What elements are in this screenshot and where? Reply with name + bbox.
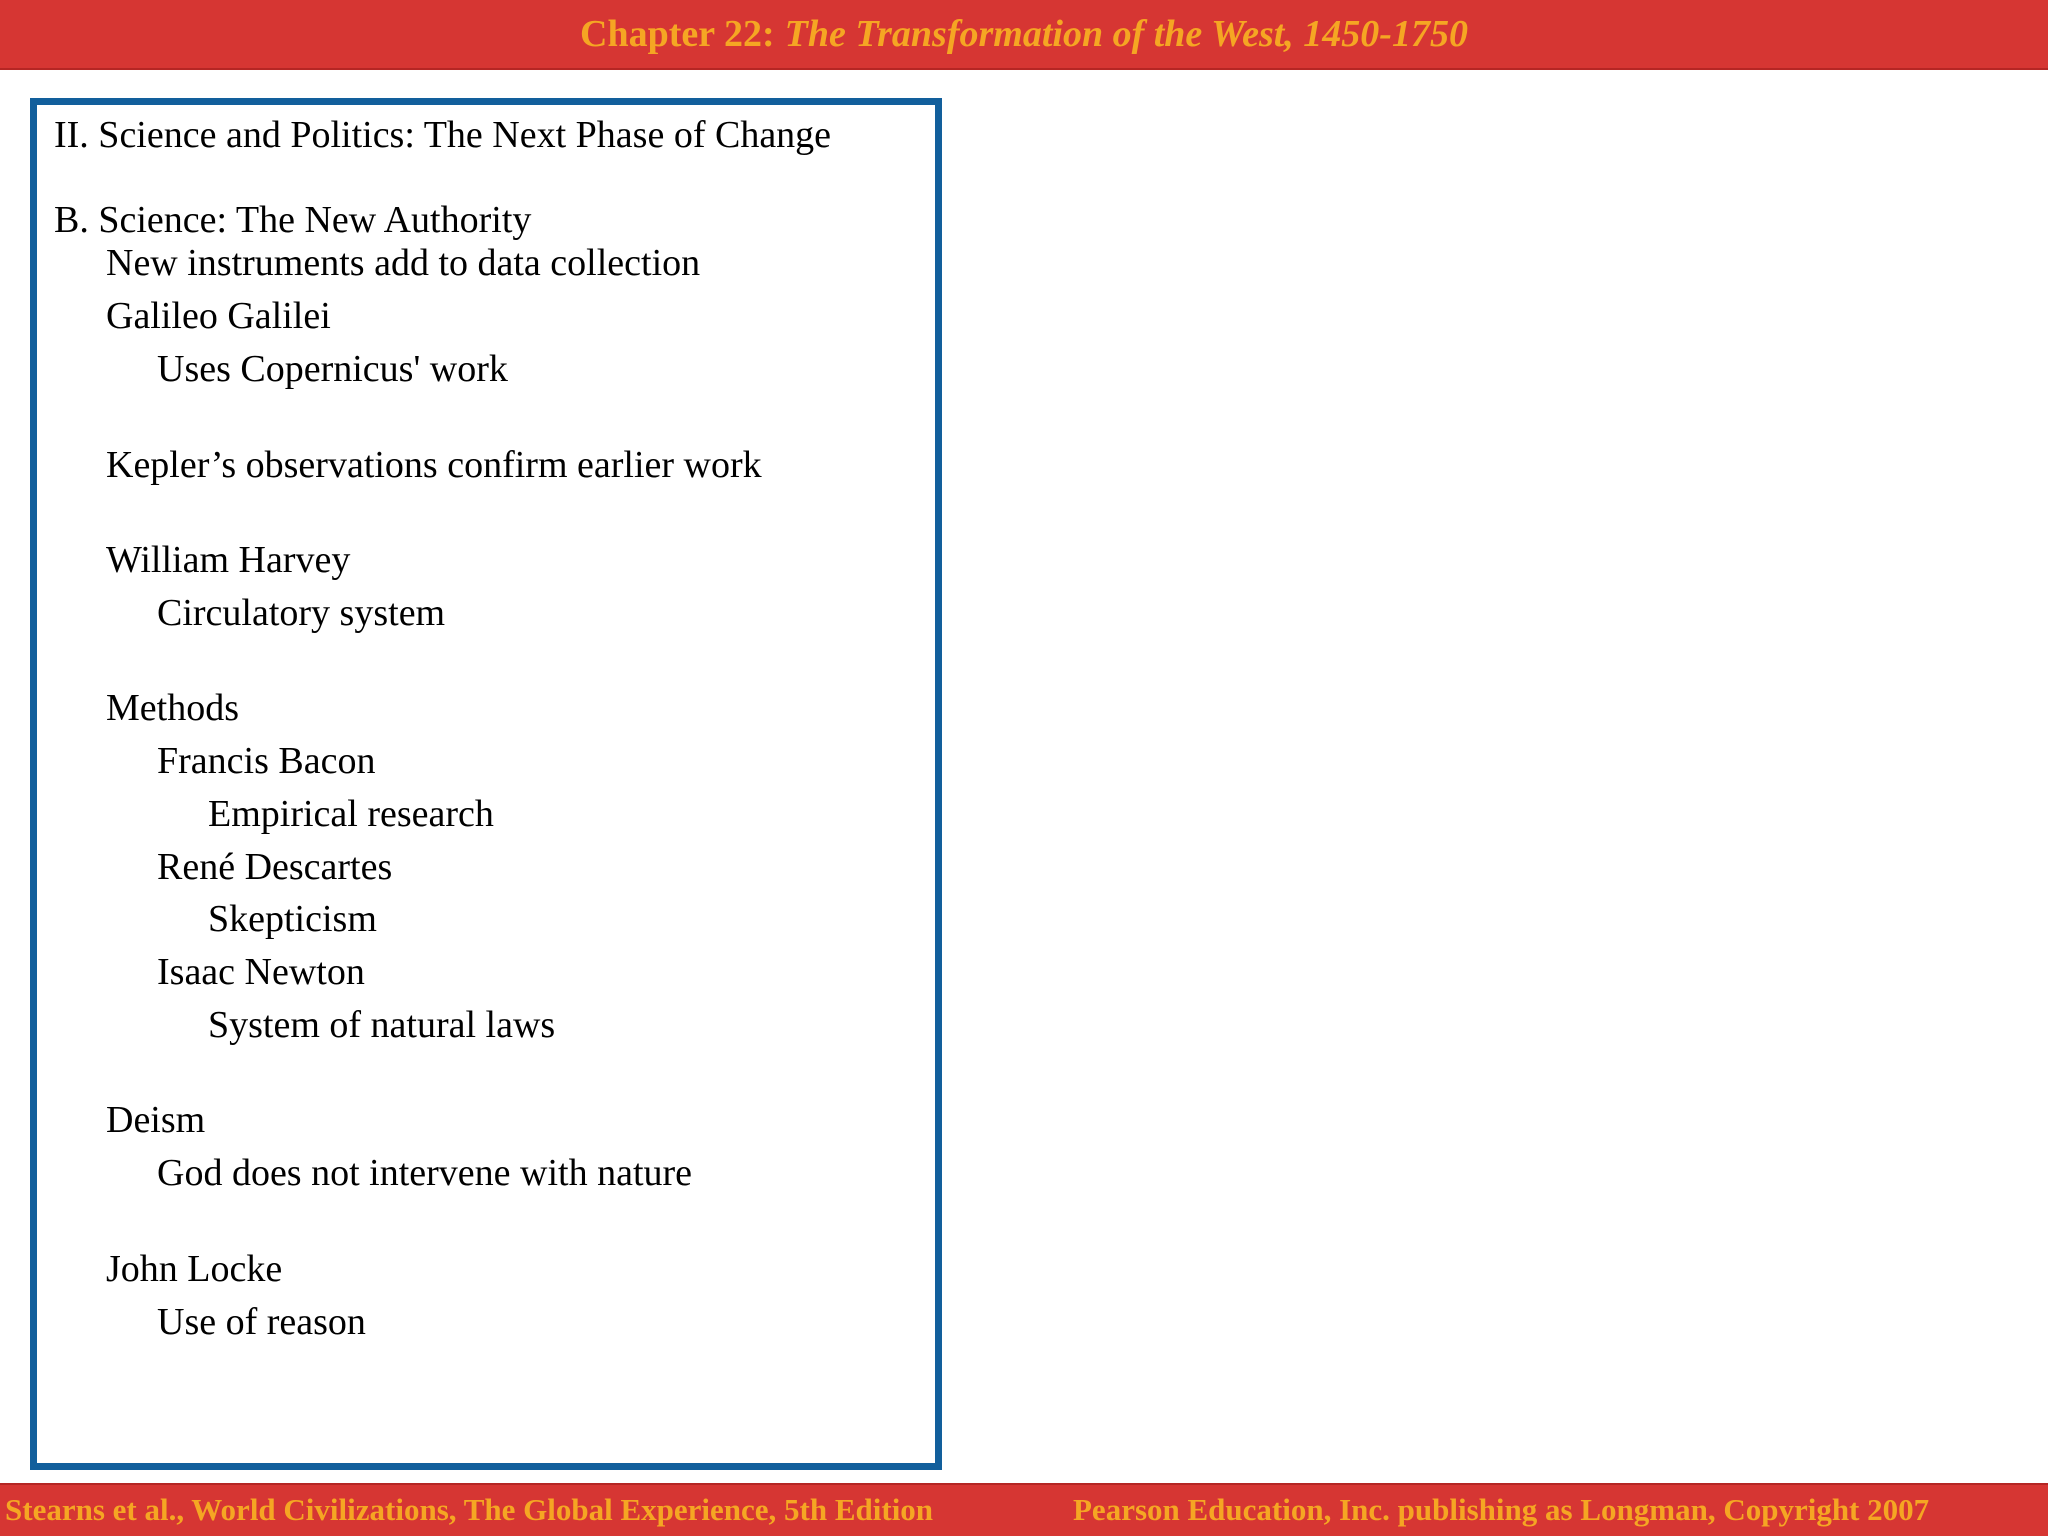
outline-item: New instruments add to data collection	[106, 242, 701, 284]
outline-item: Francis Bacon	[157, 740, 376, 782]
outline-item: René Descartes	[157, 846, 393, 888]
outline-item: Galileo Galilei	[106, 295, 331, 337]
outline-item: Kepler’s observations confirm earlier work	[106, 444, 762, 486]
subsection-heading: B. Science: The New Authority	[54, 199, 532, 241]
outline-item: Deism	[106, 1099, 206, 1141]
outline-item: Use of reason	[157, 1301, 366, 1343]
outline-item: System of natural laws	[208, 1004, 556, 1046]
outline-item: William Harvey	[106, 539, 351, 581]
outline-item: Skepticism	[208, 898, 377, 940]
outline-item: Methods	[106, 687, 239, 729]
outline-item: John Locke	[106, 1248, 283, 1290]
chapter-header-banner	[0, 0, 2048, 70]
outline-item: Uses Copernicus' work	[157, 348, 508, 390]
section-heading: II. Science and Politics: The Next Phase of Change	[54, 114, 832, 156]
footer-copyright: Pearson Education, Inc. publishing as Longman, Copyright 2007	[1073, 1492, 1930, 1527]
footer-banner	[0, 1483, 2048, 1536]
outline-item: Circulatory system	[157, 592, 446, 634]
chapter-label: Chapter 22:	[580, 13, 775, 55]
outline-item: Isaac Newton	[157, 951, 365, 993]
footer-citation: Stearns et al., World Civilizations, The Global Experience, 5th Edition	[5, 1492, 934, 1527]
chapter-subtitle: The Transformation of the West, 1450-1750	[784, 13, 1468, 55]
outline-item: God does not intervene with nature	[157, 1152, 693, 1194]
outline-item: Empirical research	[208, 793, 494, 835]
